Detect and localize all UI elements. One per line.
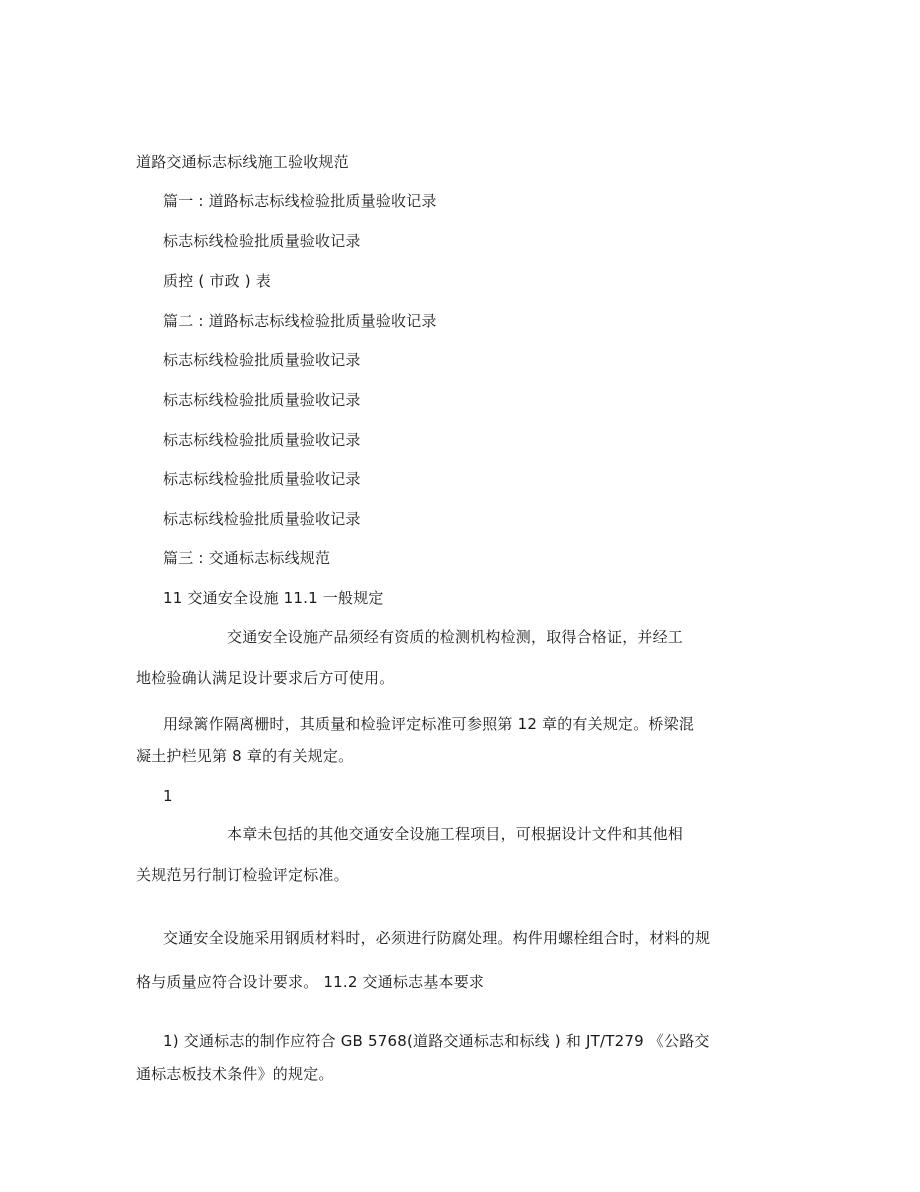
paragraph-line: 1) 交通标志的制作应符合 GB 5768(道路交通标志和标线 ) 和 JT/T279 《公路交 [163, 1032, 710, 1050]
page-number: 1 [163, 787, 173, 805]
text-line: 篇三 : 交通标志标线规范 [163, 549, 331, 567]
document-title: 道路交通标志标线施工验收规范 [136, 153, 349, 171]
section-heading: 11 交通安全设施 11.1 一般规定 [163, 589, 384, 607]
paragraph-line: 关规范另行制订检验评定标准。 [136, 866, 349, 884]
text-line: 标志标线检验批质量验收记录 [163, 431, 361, 449]
paragraph-line: 凝土护栏见第 8 章的有关规定。 [136, 747, 354, 765]
text-line: 篇二 : 道路标志标线检验批质量验收记录 [163, 312, 437, 330]
paragraph-line: 交通安全设施采用钢质材料时，必须进行防腐处理。构件用螺栓组合时，材料的规 [163, 929, 711, 947]
paragraph-line: 地检验确认满足设计要求后方可使用。 [136, 669, 395, 687]
text-line: 标志标线检验批质量验收记录 [163, 232, 361, 250]
paragraph-line: 本章未包括的其他交通安全设施工程项目，可根据设计文件和其他相 [227, 825, 684, 843]
text-line: 质控 ( 市政 ) 表 [163, 272, 271, 290]
text-line: 标志标线检验批质量验收记录 [163, 391, 361, 409]
text-line: 标志标线检验批质量验收记录 [163, 351, 361, 369]
paragraph-line: 交通安全设施产品须经有资质的检测机构检测，取得合格证，并经工 [227, 628, 684, 646]
text-line: 篇一 : 道路标志标线检验批质量验收记录 [163, 192, 437, 210]
paragraph-line: 格与质量应符合设计要求。 11.2 交通标志基本要求 [136, 973, 485, 991]
text-line: 标志标线检验批质量验收记录 [163, 510, 361, 528]
paragraph-line: 用绿篱作隔离栅时，其质量和检验评定标准可参照第 12 章的有关规定。桥梁混 [163, 715, 695, 733]
paragraph-line: 通标志板技术条件》的规定。 [136, 1065, 334, 1083]
text-line: 标志标线检验批质量验收记录 [163, 470, 361, 488]
